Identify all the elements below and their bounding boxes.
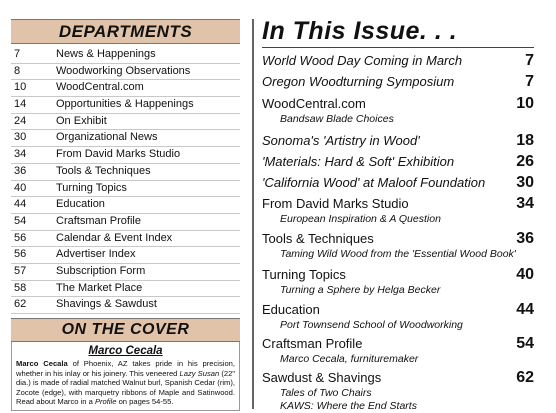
department-item	[11, 80, 240, 97]
department-item	[11, 247, 240, 264]
department-item	[11, 47, 240, 64]
issue-entry-title: World Wood Day Coming in March	[262, 53, 463, 68]
department-item	[11, 164, 240, 181]
issue-entry	[262, 73, 534, 91]
issue-entry	[262, 266, 534, 297]
issue-entry	[262, 153, 534, 171]
issue-entry-title: Turning Topics	[262, 267, 346, 282]
department-item	[11, 214, 240, 231]
department-label: Education	[56, 198, 105, 211]
cover-name: Marco Cecala	[88, 345, 163, 357]
cover-text-part2: (22" dia.) is made of radial matched Walnut burl, Spanish Cedar (rim), Zocote (edge), with marquetry ribbons of Maple and Satinwood. Read about Marco in a	[16, 368, 235, 407]
department-item	[11, 114, 240, 131]
department-item	[11, 147, 240, 164]
issue-entry	[262, 230, 534, 261]
cover-text-italic2: Profile	[94, 397, 117, 407]
issue-entry-subtitle: Tales of Two Chairs	[280, 387, 372, 399]
issue-entry-title: WoodCentral.com	[262, 96, 366, 111]
cover-box	[11, 342, 240, 411]
issue-entry-title: Sonoma's 'Artistry in Wood'	[262, 133, 420, 148]
department-label: Turning Topics	[56, 181, 127, 194]
issue-entry-page: 36	[516, 230, 534, 247]
department-page: 56	[14, 248, 27, 261]
department-page: 24	[14, 114, 27, 127]
department-item	[11, 197, 240, 214]
issue-entry-subtitle: Taming Wild Wood from the 'Essential Wood Book'	[280, 248, 516, 260]
department-page: 57	[14, 264, 27, 277]
department-label: Craftsman Profile	[56, 214, 141, 227]
departments-column	[11, 19, 240, 411]
issue-heading: In This Issue. . .	[262, 17, 458, 45]
issue-entry	[262, 301, 534, 332]
issue-entry-page: 62	[516, 369, 534, 386]
departments-list	[11, 47, 240, 314]
department-page: 14	[14, 98, 27, 111]
cover-text-italic: Lazy Susan	[179, 368, 220, 378]
issue-entry-title: 'Materials: Hard & Soft' Exhibition	[262, 154, 455, 169]
issue-entry-page: 18	[516, 132, 534, 149]
issue-entry-page: 40	[516, 266, 534, 283]
department-label: News & Happenings	[56, 48, 156, 60]
issue-entry-title: 'California Wood' at Maloof Foundation	[262, 175, 486, 190]
department-item	[11, 64, 240, 81]
department-page: 7	[14, 48, 21, 60]
issue-entry	[262, 369, 534, 413]
issue-entry-page: 30	[516, 174, 534, 191]
issue-entry-title: Tools & Techniques	[262, 231, 374, 246]
department-label: Opportunities & Happenings	[56, 98, 194, 111]
department-page: 40	[14, 181, 27, 194]
department-label: Woodworking Observations	[56, 64, 191, 77]
department-label: WoodCentral.com	[56, 81, 144, 94]
department-item	[11, 130, 240, 147]
issue-entry-title: Education	[262, 302, 320, 317]
issue-entry-title: Sawdust & Shavings	[262, 370, 382, 385]
issue-entry-page: 34	[516, 195, 534, 212]
department-label: Calendar & Event Index	[56, 231, 173, 244]
issue-entry-page: 44	[516, 301, 534, 318]
department-item	[11, 297, 240, 314]
department-page: 62	[14, 298, 27, 311]
department-page: 10	[14, 81, 27, 94]
issue-rule	[262, 47, 534, 48]
department-page: 58	[14, 281, 27, 294]
department-page: 34	[14, 148, 27, 161]
cover-heading: ON THE COVER	[11, 318, 240, 342]
issue-entry-page: 7	[525, 52, 534, 69]
department-label: Subscription Form	[56, 264, 146, 277]
issue-entry	[262, 52, 534, 70]
department-label: Advertiser Index	[56, 248, 136, 261]
department-item	[11, 281, 240, 298]
cover-text-part1: of Phoenix, AZ takes pride in his precision, whether in his inlay or his joinery. This veneered	[16, 359, 236, 378]
department-label: Organizational News	[56, 131, 158, 144]
issue-entry-subtitle: KAWS: Where the End Starts	[280, 400, 417, 412]
department-item	[11, 264, 240, 281]
department-label: Shavings & Sawdust	[56, 298, 157, 311]
issue-entry-page: 10	[516, 95, 534, 112]
department-page: 44	[14, 198, 27, 211]
department-page: 54	[14, 214, 27, 227]
issue-entry-title: Oregon Woodturning Symposium	[262, 74, 455, 89]
department-page: 36	[14, 164, 27, 177]
issue-entry-page: 26	[516, 153, 534, 170]
department-label: The Market Place	[56, 281, 143, 294]
department-label: Tools & Techniques	[56, 164, 151, 177]
department-item	[11, 181, 240, 198]
issue-entry	[262, 95, 534, 126]
department-page: 56	[14, 231, 27, 244]
issue-entry-title: From David Marks Studio	[262, 196, 409, 211]
issue-entry-subtitle: Port Townsend School of Woodworking	[280, 319, 463, 331]
department-label: On Exhibit	[56, 114, 107, 127]
cover-text	[16, 359, 235, 407]
cover-text-part3: on pages 54-55.	[116, 397, 174, 407]
issue-entry	[262, 335, 534, 366]
issue-entry	[262, 174, 534, 192]
department-page: 30	[14, 131, 27, 144]
department-label: From David Marks Studio	[56, 148, 181, 161]
issue-entry	[262, 132, 534, 150]
issue-entry	[262, 195, 534, 226]
departments-heading: DEPARTMENTS	[11, 19, 240, 44]
issue-entry-page: 54	[516, 335, 534, 352]
issue-list	[262, 52, 534, 413]
issue-entry-subtitle: Bandsaw Blade Choices	[280, 113, 394, 125]
department-item	[11, 97, 240, 114]
issue-entry-subtitle: Marco Cecala, furnituremaker	[280, 353, 419, 365]
issue-entry-title: Craftsman Profile	[262, 336, 363, 351]
issue-entry-subtitle: European Inspiration & A Question	[280, 213, 441, 225]
issue-entry-subtitle: Turning a Sphere by Helga Becker	[280, 284, 441, 296]
issue-entry-page: 7	[525, 73, 534, 90]
issue-column	[262, 18, 534, 413]
department-page: 8	[14, 64, 21, 77]
column-divider	[252, 19, 254, 409]
department-item	[11, 231, 240, 248]
cover-text-name: Marco Cecala	[16, 359, 68, 368]
